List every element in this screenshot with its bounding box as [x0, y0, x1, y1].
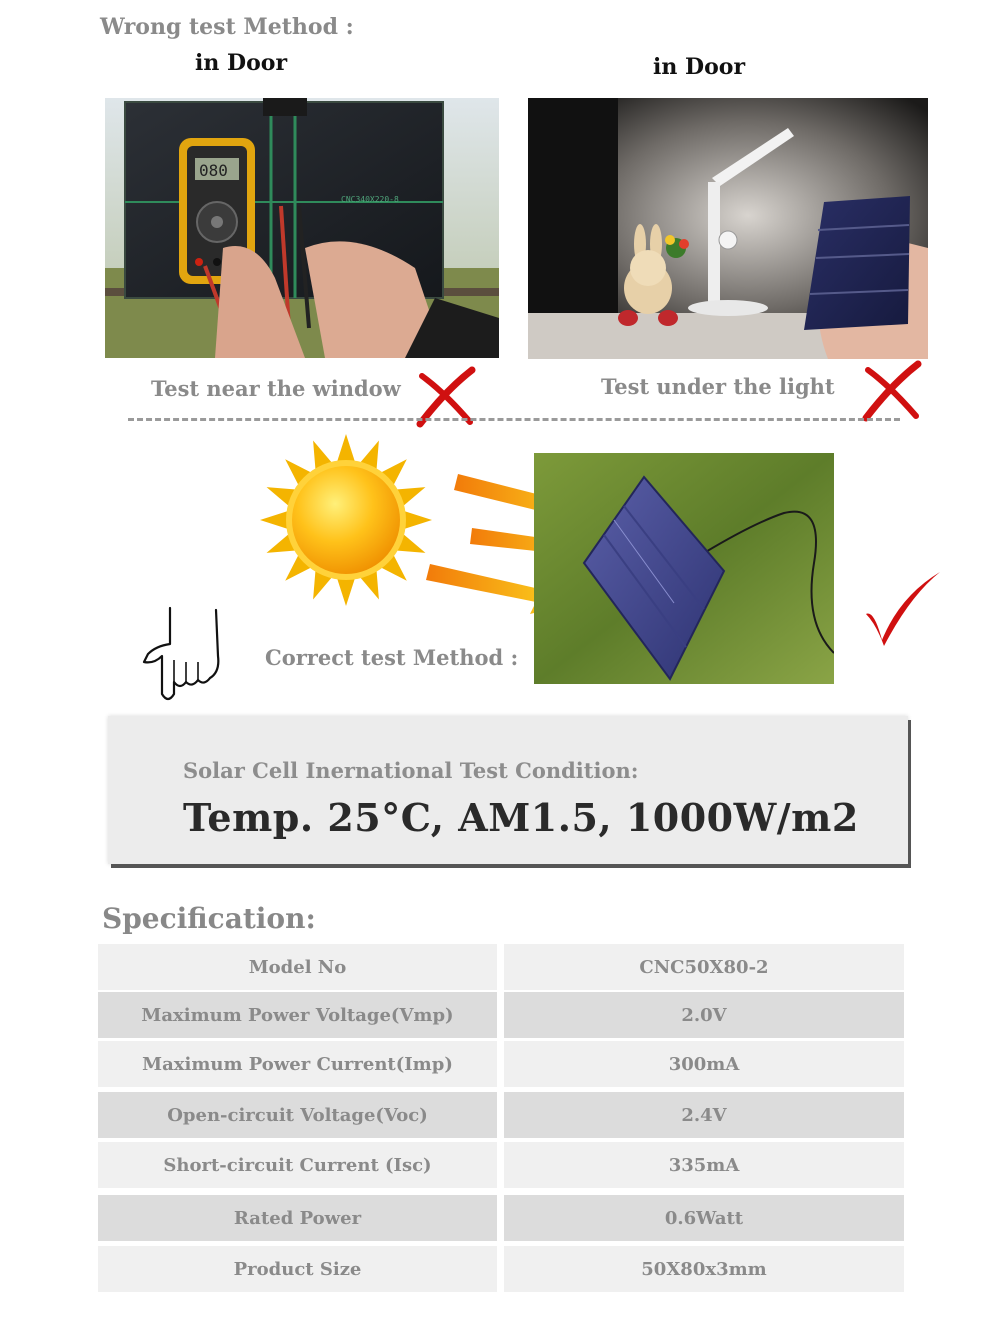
lamp-caption: Test under the light: [601, 374, 835, 399]
window-caption: Test near the window: [151, 376, 401, 401]
meter-reading: 080: [199, 161, 228, 180]
test-condition-title: Solar Cell Inernational Test Condition:: [183, 758, 639, 783]
spec-value: 50X80x3mm: [504, 1246, 904, 1292]
table-row: [98, 1195, 904, 1241]
pointing-hand-icon: [140, 604, 224, 704]
table-row: [98, 1246, 904, 1292]
spec-label: Open-circuit Voltage(Voc): [98, 1092, 497, 1138]
spec-label: Rated Power: [98, 1195, 497, 1241]
spec-value: 2.0V: [504, 992, 904, 1038]
lamp-test-photo: [528, 98, 928, 359]
spec-label: Model No: [98, 944, 497, 990]
window-test-photo: [105, 98, 499, 358]
spec-value: 2.4V: [504, 1092, 904, 1138]
wrong-method-heading: Wrong test Method :: [100, 14, 354, 40]
spec-label: Short-circuit Current (Isc): [98, 1142, 497, 1188]
spec-label: Product Size: [98, 1246, 497, 1292]
table-row: [98, 1092, 904, 1138]
spec-value: 335mA: [504, 1142, 904, 1188]
test-condition-box: [108, 716, 908, 864]
specification-title: Specification:: [102, 902, 316, 935]
spec-value: 300mA: [504, 1041, 904, 1087]
table-row: [98, 1142, 904, 1188]
table-row: [98, 944, 904, 990]
section-divider: [128, 418, 900, 421]
correct-check-icon: [860, 566, 944, 648]
spec-value: 0.6Watt: [504, 1195, 904, 1241]
table-row: [98, 992, 904, 1038]
sun-icon: [258, 432, 434, 608]
test-condition-value: Temp. 25°C, AM1.5, 1000W/m2: [183, 795, 859, 840]
left-indoor-label: in Door: [195, 50, 288, 76]
spec-label: Maximum Power Current(Imp): [98, 1041, 497, 1087]
panel-print-text: CNC340X220-8: [341, 195, 399, 204]
right-indoor-label: in Door: [653, 54, 746, 80]
correct-method-caption: Correct test Method :: [265, 645, 519, 670]
spec-value: CNC50X80-2: [504, 944, 904, 990]
table-row: [98, 1041, 904, 1087]
outdoor-test-photo: [534, 453, 834, 684]
wrong-cross-icon: [860, 360, 924, 422]
spec-label: Maximum Power Voltage(Vmp): [98, 992, 497, 1038]
